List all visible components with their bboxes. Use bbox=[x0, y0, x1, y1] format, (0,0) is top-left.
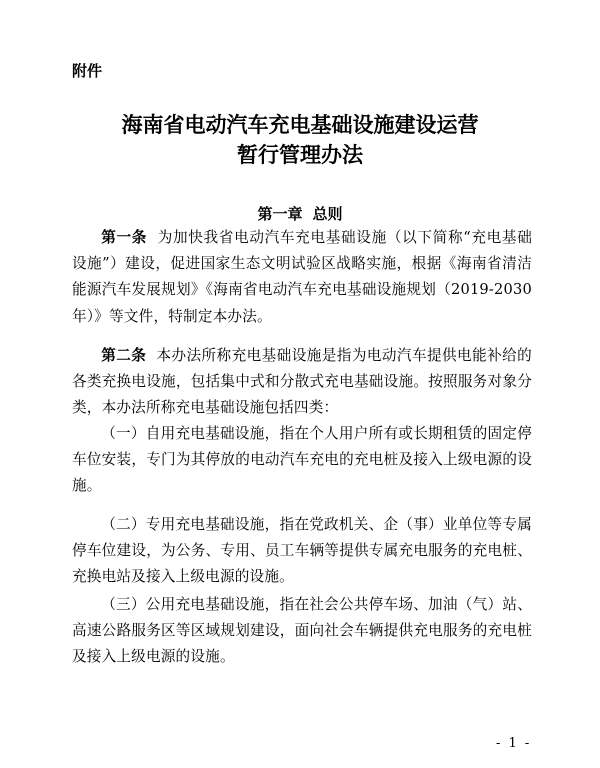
clause-text: （一）自用充电基础设施，指在个人用户所有或长期租赁的固定停车位安装，专门为其停放的电动汽车充电的充电桩及接入上级电源的设施。 bbox=[72, 425, 532, 495]
clause-1-private-charging bbox=[72, 421, 532, 500]
clause-3-public-charging bbox=[72, 592, 532, 671]
clause-text: （二）专用充电基础设施，指在党政机关、企（事）业单位等专属停车位建设，为公务、专用、员工车辆等提供专属充电服务的充电桩、充换电站及接入上级电源的设施。 bbox=[72, 516, 532, 586]
chapter-number: 第一章 bbox=[257, 205, 303, 223]
article-text: 为加快我省电动汽车充电基础设施（以下简称“充电基础设施”）建设，促进国家生态文明试验区战略实施，根据《海南省清洁能源汽车发展规划》《海南省电动汽车充电基础设施规划（2019-2030年）》等文件，特制定本办法。 bbox=[72, 229, 532, 325]
chapter-name: 总则 bbox=[312, 205, 343, 223]
article-1 bbox=[72, 225, 532, 330]
article-label: 第二条 bbox=[101, 347, 147, 364]
clause-text: （三）公用充电基础设施，指在社会公共停车场、加油（气）站、高速公路服务区等区域规划建设，面向社会车辆提供充电服务的充电桩及接入上级电源的设施。 bbox=[72, 596, 532, 666]
article-2 bbox=[72, 343, 532, 422]
document-title-line-1: 海南省电动汽车充电基础设施建设运营 bbox=[121, 113, 479, 137]
article-label: 第一条 bbox=[101, 229, 148, 246]
document-title-line-2: 暂行管理办法 bbox=[237, 143, 363, 167]
attachment-label: 附件 bbox=[72, 62, 103, 80]
page-number: - 1 - bbox=[496, 736, 532, 751]
clause-2-dedicated-charging bbox=[72, 512, 532, 591]
article-text: 本办法所称充电基础设施是指为电动汽车提供电能补给的各类充换电设施，包括集中式和分散式充电基础设施。按照服务对象分类，本办法所称充电基础设施包括四类： bbox=[72, 347, 532, 417]
chapter-heading bbox=[0, 202, 600, 226]
